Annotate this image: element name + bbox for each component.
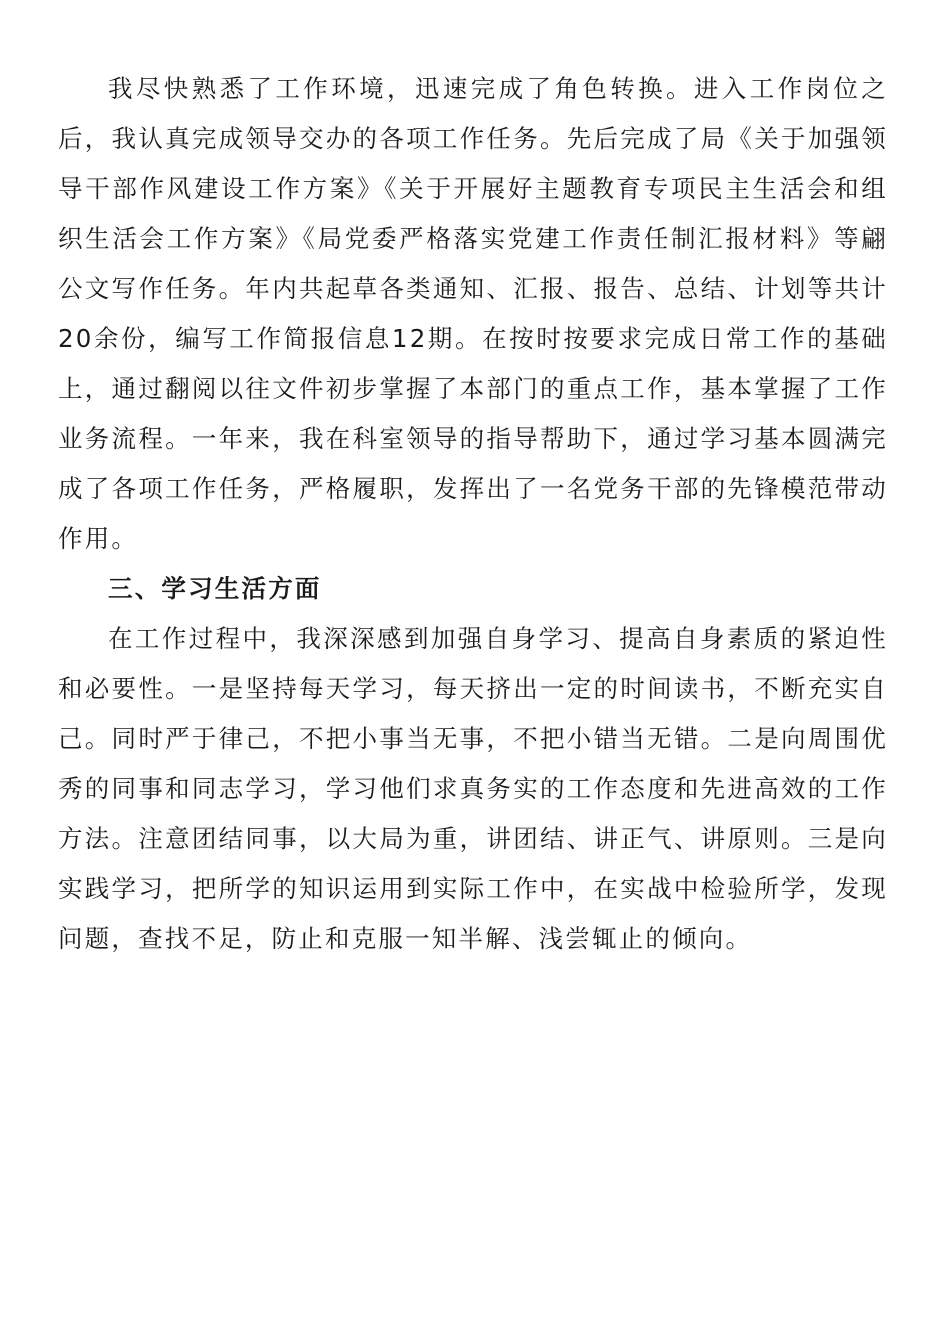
document-body (58, 64, 888, 964)
study-life-paragraph: 在工作过程中，我深深感到加强自身学习、提高自身素质的紧迫性和必要性。一是坚持每天学习，每天挤出一定的时间读书，不断充实自己。同时严于律己，不把小事当无事，不把小错当无错。二是向周围优秀的同事和同志学习，学习他们求真务实的工作态度和先进高效的工作方法。注意团结同事，以大局为重，讲团结、讲正气、讲原则。三是向实践学习，把所学的知识运用到实际工作中，在实战中检验所学，发现问题，查找不足，防止和克服一知半解、浅尝辄止的倾向。 (58, 624, 888, 953)
section-heading: 三、学习生活方面 (108, 574, 322, 603)
work-summary-paragraph: 我尽快熟悉了工作环境，迅速完成了角色转换。进入工作岗位之后，我认真完成领导交办的各项工作任务。先后完成了局《关于加强领导干部作风建设工作方案》《关于开展好主题教育专项民主生活会和组织生活会工作方案》《局党委严格落实党建工作责任制汇报材料》等翩公文写作任务。年内共起草各类通知、汇报、报告、总结、计划等共计20余份，编写工作简报信息12期。在按时按要求完成日常工作的基础上，通过翻阅以往文件初步掌握了本部门的重点工作，基本掌握了工作业务流程。一年来，我在科室领导的指导帮助下，通过学习基本圆满完成了各项工作任务，严格履职，发挥出了一名党务干部的先锋模范带动作用。 (58, 74, 888, 553)
